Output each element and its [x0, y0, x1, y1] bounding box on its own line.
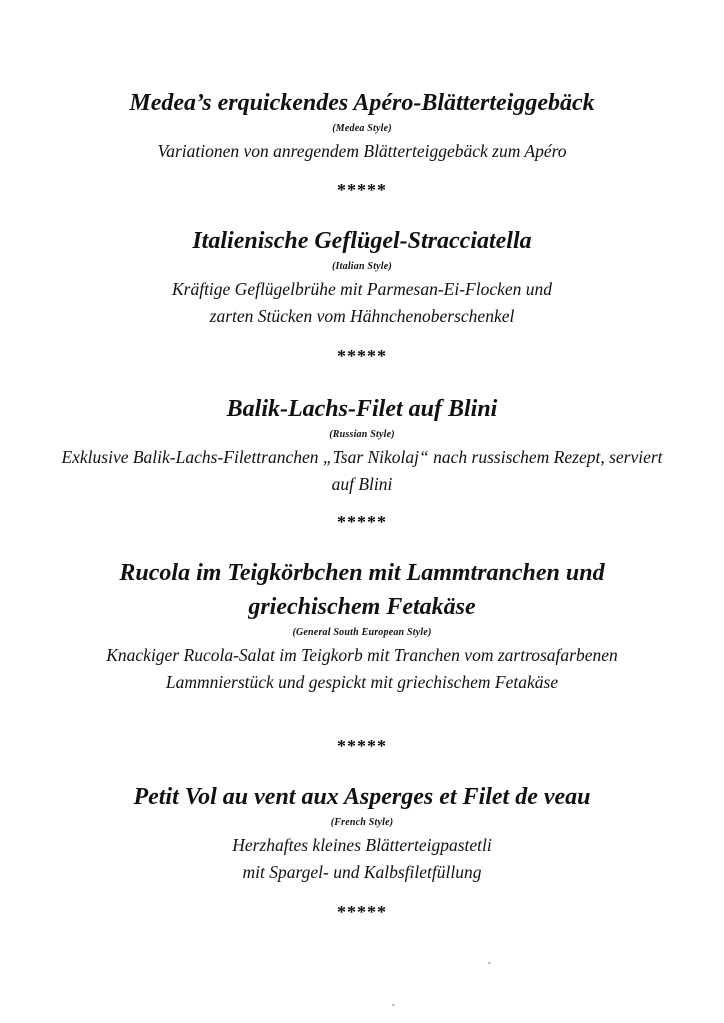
separator: *****: [337, 902, 387, 922]
course-style: (Russian Style): [329, 429, 395, 440]
course-5: [40, 780, 684, 886]
course-style: (French Style): [330, 817, 394, 828]
course-title: Italienische Geflügel-Stracciatella: [192, 228, 532, 254]
course-description: Kräftige Geflügelbrühe mit Parmesan-Ei-Flocken und zarten Stücken vom Hähnchenoberschenkel: [171, 279, 553, 326]
course-title: Balik-Lachs-Filet auf Blini: [226, 396, 498, 422]
scan-speck: [488, 962, 491, 964]
course-description: Variationen von anregendem Blätterteiggebäck zum Apéro: [157, 141, 567, 161]
course-title: Medea’s erquickendes Apéro-Blätterteiggebäck: [129, 90, 595, 116]
separator: *****: [337, 180, 387, 200]
course-1: [40, 86, 684, 165]
course-4: [40, 556, 684, 696]
separator: *****: [337, 512, 387, 532]
course-style: (Italian Style): [332, 261, 392, 272]
course-2: [40, 224, 684, 330]
course-description: Exklusive Balik-Lachs-Filettranchen „Tsar Nikolaj“ nach russischem Rezept, serviert auf Blini: [61, 447, 663, 494]
course-style: (Medea Style): [332, 123, 392, 134]
course-description: Herzhaftes kleines Blätterteigpastetli mit Spargel- und Kalbsfiletfüllung: [232, 835, 492, 882]
separator: *****: [337, 736, 387, 756]
scan-speck: [392, 1004, 395, 1006]
course-title: Petit Vol au vent aux Asperges et Filet de veau: [133, 784, 591, 810]
course-description: Knackiger Rucola-Salat im Teigkorb mit Tranchen vom zartrosafarbenen Lammnierstück und gespickt mit griechischem Fetakäse: [106, 645, 618, 692]
course-title: Rucola im Teigkörbchen mit Lammtranchen und griechischem Fetakäse: [119, 560, 605, 620]
separator: *****: [337, 346, 387, 366]
course-3: [40, 392, 684, 498]
course-style: (General South European Style): [292, 627, 432, 638]
